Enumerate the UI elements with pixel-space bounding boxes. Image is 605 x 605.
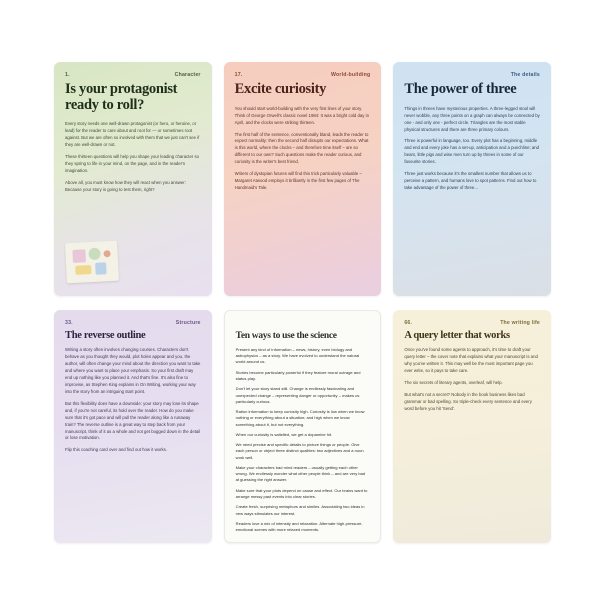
card-title: The reverse outline xyxy=(65,329,146,341)
card-header xyxy=(65,320,201,326)
shape-square-pink xyxy=(72,249,86,263)
shape-circle-green xyxy=(88,247,101,260)
card-paragraph: These thirteen questions will help you shape your leading character so they spring to life in your mind, on the page, and in the reader's imagination. xyxy=(65,154,199,174)
card-paragraph: Things in threes have mysterious properties. A three-legged stool will never wobble, any three points on a graph can always be connected by one - and only one - perfect circle. Triangles are the most stable physical structures and there are three primary colours. xyxy=(404,105,540,132)
card-paragraph: We need precise and specific details to picture things or people. Give each person or object three distinct qualities: two adjectives and a noun work well. xyxy=(235,442,364,460)
card-title: Is your protagonist ready to roll? xyxy=(65,81,178,113)
card-ten-ways-science[interactable] xyxy=(224,310,382,544)
card-excite-curiosity[interactable] xyxy=(224,62,382,296)
card-paragraph: Make sure that your plots depend on cause and effect. Our brains want to arrange messy past events into clear stories. xyxy=(235,487,368,499)
card-header xyxy=(65,72,201,78)
card-header xyxy=(235,72,371,78)
card-body xyxy=(65,121,201,194)
card-category: World-building xyxy=(331,72,371,78)
card-title: Ten ways to use the science xyxy=(235,330,337,341)
card-paragraph: Writing a story often involves changing courses. Characters don't behave as you thought they would, plot holes appear and you, the author, will often change your mind about the direction you want to take and where you want to place your emphasis. So your first draft may end up nothing like you planned it. And that's fine. It's also fine to improvise, as Stephen King explains in On Writing, working your way into the story from an intriguing start point. xyxy=(65,347,201,394)
card-paragraph: Once you've found some agents to approach, it's time to draft your query letter – the cover note that explains what your manuscript is and why you've written it. This may well be the most important page you ever write, so it pays to take care. xyxy=(404,347,538,373)
card-category: Character xyxy=(174,72,201,78)
card-header xyxy=(404,72,540,78)
card-paragraph: Above all, you must know how they will react when you answer: Because your story is going to test them, right? xyxy=(65,179,186,192)
card-paragraph: The first half of the sentence, conventionally bland, leads the reader to expect normality: then the second half disrupts our expectations. What is this world, where the clocks – and therefore time itself – are so different to our own? Such questions make the reader curious, and curiosity is the writer's best friend. xyxy=(234,131,369,165)
card-paragraph: Ration information to keep curiosity high. Curiosity is low when we know nothing or everything about a situation; and high when we know something about it, but not everything. xyxy=(235,409,365,427)
card-query-letter[interactable] xyxy=(393,310,551,544)
card-header xyxy=(236,321,370,327)
card-paragraph: Writers of dystopian futures will find this trick particularly valuable – Margaret Atwood employs it brilliantly in the first few pages of The Handmaid's Tale. xyxy=(234,171,362,191)
card-paragraph: But what's not a secret? Nobody in the book business likes bad grammar or bad spelling. So triple-check every sentence and every word before you hit 'Send'. xyxy=(404,391,532,411)
card-category: Structure xyxy=(175,319,201,326)
card-paragraph: But this flexibility does have a downside: your story may lose its shape and, if you're not careful, its hold over the reader. How do you make sure that it's got pace and will pull the reader along like a runaway train? The reverse outline is a great way to step back from your manuscript, think of it as a whole and not get bogged down in the detail or lose motivation. xyxy=(65,400,201,441)
card-paragraph: Stories become particularly powerful if they feature moral outrage and status play. xyxy=(235,369,361,381)
card-body xyxy=(236,347,370,533)
card-body xyxy=(404,106,540,192)
card-paragraph: Three just works because it's the smallest number that allows us to perceive a pattern, and humans love to spot patterns. Find out how to take advantage of the power of three... xyxy=(404,171,537,191)
card-paragraph: Three is powerful in language, too. Every plot has a beginning, middle and end and every joke has a set-up, anticipation and a punchline; and bears, little pigs and wise men turn up by threes in some of our favourite stories. xyxy=(404,138,540,165)
card-protagonist[interactable] xyxy=(54,62,212,296)
card-category: The details xyxy=(510,72,540,78)
shape-rect-yellow xyxy=(75,265,91,275)
card-body xyxy=(65,347,201,454)
card-reverse-outline[interactable] xyxy=(54,310,212,544)
card-title: Excite curiosity xyxy=(234,81,327,97)
card-number: 33. xyxy=(65,319,73,326)
card-category: The writing life xyxy=(500,319,540,326)
shape-rect-blue xyxy=(95,262,107,275)
card-title: The power of three xyxy=(404,81,517,97)
card-paragraph: Flip this coaching card over and find out how it works. xyxy=(65,447,167,453)
card-paragraph: Don't let your story stand still. Change is endlessly fascinating and unexpected change – representing danger or opportunity – makes us particularly curious. xyxy=(235,386,360,404)
card-number: 66. xyxy=(404,319,413,326)
card-paragraph: Make your characters bad mind readers – usually getting each other wrong. We endlessly wonder what other people think – and are very bad at guessing the right answer. xyxy=(235,464,366,483)
card-paragraph: Readers love a mix of intensity and relaxation. Alternate high-pressure, emotional scenes with more relaxed moments. xyxy=(235,520,363,533)
card-paragraph: Present any kind of information – news, history, even biology and astrophysics – as a story. We have evolved to understand the natural world around us. xyxy=(235,346,360,365)
shape-circle-orange xyxy=(103,250,110,257)
card-paragraph: Every story needs one well-drawn protagonist (or hero, or heroine, or lead) for the reader to care about and root for — or sometimes root against. But we are often so involved with them that we just can't see if they are well-drawn or not. xyxy=(65,121,200,148)
card-paragraph: The six secrets of literary agents, overleaf, will help. xyxy=(404,379,503,385)
card-header xyxy=(404,320,540,326)
card-power-of-three[interactable] xyxy=(393,62,551,296)
card-title: A query letter that works xyxy=(404,329,510,341)
card-body xyxy=(235,106,371,192)
card-number: 17. xyxy=(234,72,243,78)
card-paragraph: When our curiosity is satisfied, we get a dopamine hit. xyxy=(235,431,333,437)
card-paragraph: You should start world-building with the very first lines of your story. Think of George Orwell's classic novel 1984: It was a bright cold day in April, and the clocks were striking thirteen. xyxy=(234,105,369,125)
card-body xyxy=(404,347,540,413)
card-number: 1. xyxy=(65,72,70,78)
collage-sticker-illustration xyxy=(65,240,119,283)
card-paragraph: Create fresh, surprising metaphors and similes. Associating two ideas in new ways stimulates our interest. xyxy=(235,504,365,516)
